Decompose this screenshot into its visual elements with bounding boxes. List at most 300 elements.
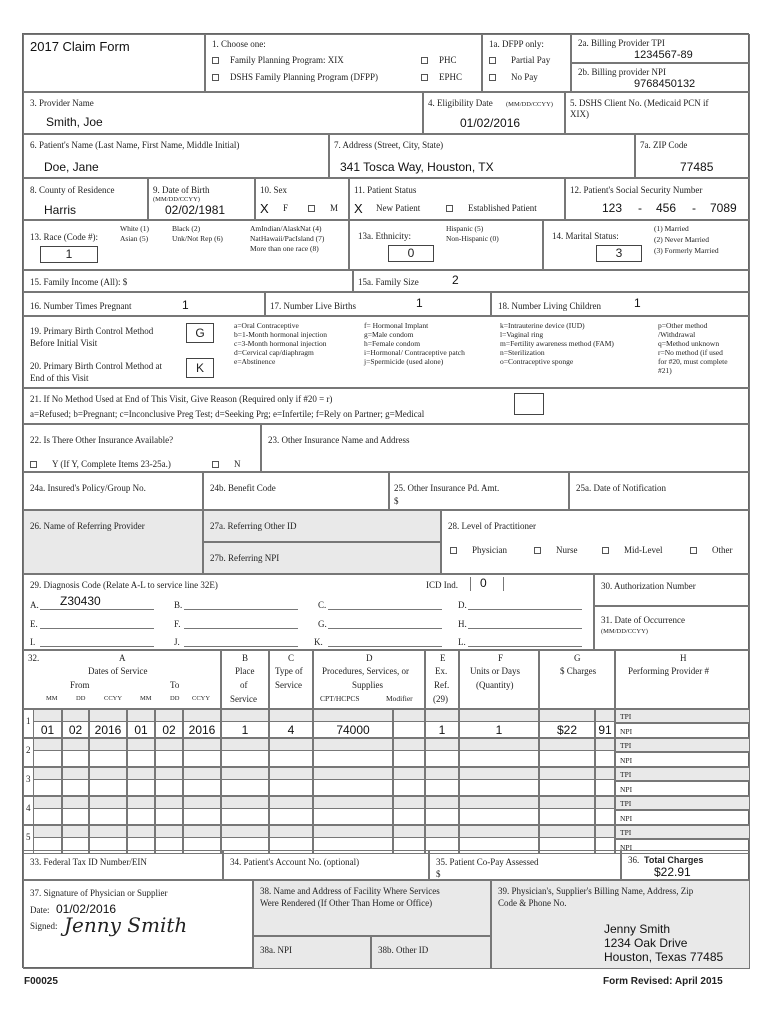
svc-units-cell[interactable]: [459, 750, 539, 767]
eligibility-value: 01/02/2016: [460, 116, 521, 130]
svc-perf-header: [615, 650, 750, 709]
level-other-checkbox[interactable]: [690, 547, 697, 554]
reason-label: 21. If No Method Used at End of This Visit, Give Reason (Required only if #20 = r): [30, 394, 333, 404]
svc-row1-from-mm: 01: [40, 723, 55, 737]
svc-shade-divider: [155, 825, 183, 837]
svc-ref-cell[interactable]: [425, 808, 459, 825]
dx-e-line[interactable]: [40, 628, 154, 629]
bc-code-q: q=Method unknown: [658, 339, 720, 348]
svc-shade-divider: [539, 709, 595, 721]
facility-label-2: Were Rendered (If Other Than Home or Office): [260, 898, 433, 908]
date-value: 01/02/2016: [56, 902, 117, 916]
svc-shade-divider: [89, 709, 127, 721]
date-label: Date:: [30, 905, 50, 915]
icd-value-box[interactable]: [470, 577, 504, 591]
svc-shade-divider: [62, 767, 89, 779]
svc-shade-divider: [127, 767, 155, 779]
race-opt-2: Black (2): [172, 224, 201, 233]
zip-label: 7a. ZIP Code: [640, 140, 688, 150]
account-no-cell[interactable]: [223, 850, 429, 880]
svc-shade-divider: [595, 767, 615, 779]
svc-col-b: B: [242, 653, 249, 663]
svc-modifier-cell[interactable]: [393, 779, 425, 796]
svc-shade-divider: [393, 796, 425, 808]
practitioner-level-cell: [441, 510, 750, 574]
svc-to-mm-cell[interactable]: [127, 808, 155, 825]
times-pregnant-label: 16. Number Times Pregnant: [30, 301, 132, 311]
svc-perf-tpi-label: TPI: [620, 712, 632, 721]
ssn-cell[interactable]: [565, 178, 750, 220]
svc-perf-tpi-cell[interactable]: [615, 825, 750, 839]
marital-label: 14. Marital Status:: [552, 231, 619, 241]
dfpp-checkbox[interactable]: [212, 74, 219, 81]
dx-a-letter: A.: [30, 600, 39, 610]
zip-code-cell[interactable]: [635, 134, 750, 178]
level-other-label: Other: [712, 545, 733, 555]
svc-charge-cents-cell[interactable]: [595, 721, 615, 738]
svc-shade-divider: [183, 738, 221, 750]
billing-info-cell[interactable]: [491, 880, 750, 969]
dx-f-line[interactable]: [184, 628, 298, 629]
reason-value-box[interactable]: [514, 393, 544, 415]
svc-charge-dollars-cell[interactable]: [539, 779, 595, 796]
icd-value: 0: [480, 576, 487, 590]
facility-cell[interactable]: [253, 880, 491, 936]
race-opt-5: Asian (5): [120, 234, 149, 243]
status-est-label: Established Patient: [468, 203, 537, 213]
bc-code-r2: for #20, must complete: [658, 357, 728, 366]
dx-h-line[interactable]: [468, 628, 582, 629]
svc-from-dd-cell[interactable]: [62, 750, 89, 767]
referring-other-id-label: 27a. Referring Other ID: [210, 521, 297, 531]
svc-from-mm-cell[interactable]: [33, 779, 62, 796]
end-bc-value-box[interactable]: K: [186, 358, 214, 378]
svc-shade-divider: [425, 709, 459, 721]
dx-l-letter: L.: [458, 637, 466, 647]
svc-shade-divider: [62, 738, 89, 750]
svc-shade-divider: [425, 738, 459, 750]
svc-shade-divider: [269, 767, 313, 779]
svc-perf-tpi-cell[interactable]: [615, 738, 750, 752]
level-midlevel-checkbox[interactable]: [602, 547, 609, 554]
total-charges-value: $22.91: [654, 865, 691, 879]
svc-modifier-cell[interactable]: [393, 721, 425, 738]
svc-charge-cents-cell[interactable]: [595, 808, 615, 825]
bc-code-f: f= Hormonal Implant: [364, 321, 429, 330]
dx-j-line[interactable]: [184, 646, 298, 647]
svc-shade-divider: [595, 825, 615, 837]
patient-name-cell[interactable]: [23, 134, 329, 178]
insurance-yes-checkbox[interactable]: [30, 461, 37, 468]
svc-units-cell[interactable]: [459, 721, 539, 738]
dx-c-line[interactable]: [328, 609, 442, 610]
sex-f-mark[interactable]: X: [260, 201, 269, 216]
svc-shade-divider: [183, 709, 221, 721]
svc-shade-divider: [313, 767, 393, 779]
svc-shade-divider: [459, 825, 539, 837]
svc-from-yy-cell[interactable]: [89, 721, 127, 738]
insurance-name-label: 23. Other Insurance Name and Address: [268, 435, 410, 445]
race-value-box[interactable]: 1: [40, 246, 98, 263]
svc-charge-cents-cell[interactable]: [595, 750, 615, 767]
benefit-cell[interactable]: [203, 472, 389, 510]
copay-label: 35. Patient Co-Pay Assessed: [436, 857, 539, 867]
sex-m-label: M: [330, 203, 339, 213]
billing-name: Jenny Smith: [604, 922, 671, 936]
svc-col-d: D: [366, 653, 373, 663]
svc-cpt-label: CPT/HCPCS: [320, 694, 360, 703]
svc-perf-npi-cell[interactable]: [615, 752, 750, 767]
dx-a-line[interactable]: [40, 609, 154, 610]
no-pay-checkbox[interactable]: [489, 74, 496, 81]
status-new-label: New Patient: [376, 203, 421, 213]
svc-row1-from-dd: 02: [68, 723, 83, 737]
svc-to-yy-cell[interactable]: [183, 779, 221, 796]
insurance-name-cell[interactable]: [261, 424, 750, 472]
client-no-cell[interactable]: [565, 92, 750, 134]
race-opt-6: Unk/Not Rep (6): [172, 234, 223, 243]
svc-to-mm-cell[interactable]: [127, 721, 155, 738]
ethnicity-label: 13a. Ethnicity:: [358, 231, 411, 241]
phc-checkbox[interactable]: [421, 57, 428, 64]
policy-label: 24a. Insured's Policy/Group No.: [30, 483, 146, 493]
svc-place-cell[interactable]: [221, 808, 269, 825]
referring-npi-label: 27b. Referring NPI: [210, 553, 280, 563]
billing-tpi-cell[interactable]: [571, 34, 750, 63]
svc-charge-dollars-cell[interactable]: [539, 808, 595, 825]
svc-row-number-cell: [23, 738, 33, 767]
reason-options: a=Refused; b=Pregnant; c=Inconclusive Preg Test; d=Seeking Prg; e=Infertile; f=Rely on Partner; g=Medical: [30, 409, 425, 419]
billing-city: Houston, Texas 77485: [604, 950, 724, 964]
svc-cpt-cell[interactable]: [313, 750, 393, 767]
svc-ref-cell[interactable]: [425, 721, 459, 738]
svc-to-dd-cell[interactable]: [155, 779, 183, 796]
facility-other-id-cell[interactable]: [371, 936, 491, 969]
svc-shade-divider: [89, 738, 127, 750]
svc-units-1: Units or Days: [470, 666, 520, 676]
dx-c-letter: C.: [318, 600, 327, 610]
bc-code-r: r=No method (if used: [658, 348, 723, 357]
ephc-checkbox[interactable]: [421, 74, 428, 81]
svc-place-cell[interactable]: [221, 750, 269, 767]
ssn-label: 12. Patient's Social Security Number: [570, 185, 703, 195]
svc-shade-divider: [62, 825, 89, 837]
dx-f-letter: F.: [174, 619, 181, 629]
occurrence-cell[interactable]: [594, 606, 750, 650]
ephc-label: EPHC: [439, 72, 463, 82]
patient-name-value: Doe, Jane: [44, 160, 99, 174]
svc-from-mm-cell[interactable]: [33, 750, 62, 767]
race-opt-1: White (1): [120, 224, 149, 233]
svc-to-mm-cell[interactable]: [127, 750, 155, 767]
family-size-value: 2: [452, 273, 459, 287]
dx-h-letter: H.: [458, 619, 467, 629]
dx-b-line[interactable]: [184, 609, 298, 610]
referring-npi-cell[interactable]: [203, 542, 441, 574]
svc-proc-2: Supplies: [352, 680, 384, 690]
svc-shade-divider: [393, 709, 425, 721]
primary-bc-value-box[interactable]: G: [186, 323, 214, 343]
svc-shade-divider: [221, 825, 269, 837]
dob-format: (MM/DD/CCYY): [153, 196, 200, 203]
benefit-label: 24b. Benefit Code: [210, 483, 276, 493]
bc-code-c: c=3-Month hormonal injection: [234, 339, 327, 348]
svc-type-cell[interactable]: [269, 750, 313, 767]
svc-col-e: E: [440, 653, 446, 663]
sex-cell: [255, 178, 349, 220]
svc-from-yy-cell[interactable]: [89, 808, 127, 825]
dx-g-line[interactable]: [328, 628, 442, 629]
dx-k-line[interactable]: [328, 646, 442, 647]
level-nurse-checkbox[interactable]: [534, 547, 541, 554]
family-income-cell[interactable]: [23, 270, 353, 292]
svc-row1-cpt: 74000: [336, 723, 370, 737]
dx-d-line[interactable]: [468, 609, 582, 610]
referring-provider-cell[interactable]: [23, 510, 203, 574]
phc-label: PHC: [439, 55, 457, 65]
svc-dates-label: Dates of Service: [88, 666, 148, 676]
svc-charge-dollars-cell[interactable]: [539, 750, 595, 767]
svc-ref-1: Ex.: [435, 666, 448, 676]
svc-perf-tpi-cell[interactable]: [615, 767, 750, 781]
other-paid-cell[interactable]: [389, 472, 569, 510]
svc-row1-to-yy: 2016: [188, 723, 216, 737]
svc-shade-divider: [459, 709, 539, 721]
bc-code-a: a=Oral Contraceptive: [234, 321, 299, 330]
svc-ref-3: (29): [433, 694, 448, 704]
provider-name-value: Smith, Joe: [46, 115, 103, 129]
bc-code-g: g=Male condom: [364, 330, 414, 339]
live-births-cell[interactable]: [265, 292, 491, 316]
patient-address-cell[interactable]: [329, 134, 635, 178]
ssn-dash-2: -: [692, 201, 696, 215]
svc-charge-dollars-cell[interactable]: [539, 721, 595, 738]
svc-shade-divider: [221, 796, 269, 808]
marital-value-box[interactable]: 3: [596, 245, 642, 262]
billing-tpi-label: 2a. Billing Provider TPI: [578, 38, 665, 48]
svc-cpt-cell[interactable]: [313, 779, 393, 796]
notification-date-cell[interactable]: [569, 472, 750, 510]
svc-from-dd-cell[interactable]: [62, 808, 89, 825]
account-no-label: 34. Patient's Account No. (optional): [230, 857, 360, 867]
svc-ref-cell[interactable]: [425, 750, 459, 767]
county-value: Harris: [44, 203, 76, 217]
dx-l-line[interactable]: [468, 646, 582, 647]
svc-shade-divider: [183, 825, 221, 837]
bc-code-m: m=Fertility awareness method (FAM): [500, 339, 614, 348]
svc-to-dd-cell[interactable]: [155, 721, 183, 738]
primary-bc-label-1: 19. Primary Birth Control Method: [30, 326, 154, 336]
svc-from-yy-cell[interactable]: [89, 750, 127, 767]
eligibility-label: 4. Eligibility Date: [428, 98, 493, 108]
svc-charges-label: $ Charges: [560, 666, 597, 676]
svc-row-number: 1: [26, 716, 31, 726]
xix-checkbox[interactable]: [212, 57, 219, 64]
svc-shade-divider: [183, 767, 221, 779]
svc-shade-divider: [221, 738, 269, 750]
county-cell[interactable]: [23, 178, 148, 220]
policy-cell[interactable]: [23, 472, 203, 510]
eligibility-date-cell[interactable]: [423, 92, 565, 134]
times-pregnant-value: 1: [182, 298, 189, 312]
ethnicity-opt-5: Hispanic (5): [446, 224, 484, 233]
svc-perf-tpi-cell[interactable]: [615, 796, 750, 810]
times-pregnant-cell[interactable]: [23, 292, 265, 316]
svc-sub-mm1: MM: [46, 695, 58, 702]
patient-address-label: 7. Address (Street, City, State): [334, 140, 444, 150]
svc-shade-divider: [539, 738, 595, 750]
level-physician-checkbox[interactable]: [450, 547, 457, 554]
facility-npi-cell[interactable]: [253, 936, 371, 969]
svc-cpt-cell[interactable]: [313, 721, 393, 738]
svc-col-g: G: [574, 653, 581, 663]
signature-label: 37. Signature of Physician or Supplier: [30, 888, 168, 898]
svc-proc-header: [313, 650, 425, 709]
svc-shade-divider: [33, 709, 62, 721]
svc-sub-mm2: MM: [140, 695, 152, 702]
svc-row1-units: 1: [495, 723, 503, 737]
svc-shade-divider: [33, 738, 62, 750]
svc-charges-header: [539, 650, 615, 709]
svc-shade-divider: [539, 825, 595, 837]
status-est-checkbox[interactable]: [446, 205, 453, 212]
svc-charge-cents-cell[interactable]: [595, 779, 615, 796]
dx-a-value: Z30430: [60, 594, 101, 608]
svc-modifier-cell[interactable]: [393, 808, 425, 825]
svc-shade-divider: [89, 767, 127, 779]
race-cell: [23, 220, 349, 270]
svc-place-cell[interactable]: [221, 779, 269, 796]
ethnicity-value-box[interactable]: 0: [388, 245, 434, 262]
svc-to-dd-cell[interactable]: [155, 808, 183, 825]
svc-to-dd-cell[interactable]: [155, 750, 183, 767]
billing-npi-cell[interactable]: [571, 63, 750, 92]
dx-b-letter: B.: [174, 600, 183, 610]
svc-shade-divider: [425, 796, 459, 808]
svc-shade-divider: [127, 825, 155, 837]
svc-perf-npi-cell[interactable]: [615, 810, 750, 825]
svc-modifier-cell[interactable]: [393, 750, 425, 767]
form-title-cell: [23, 34, 205, 92]
tax-id-cell[interactable]: [23, 850, 223, 880]
svc-perf-tpi-cell[interactable]: [615, 709, 750, 723]
svc-place-3: Service: [230, 694, 257, 704]
svc-to-yy-cell[interactable]: [183, 808, 221, 825]
dob-cell[interactable]: [148, 178, 255, 220]
occurrence-format: (MM/DD/CCYY): [601, 628, 648, 635]
dx-i-line[interactable]: [40, 646, 154, 647]
svc-type-1: Type of: [275, 666, 303, 676]
svc-perf-tpi-label: TPI: [620, 741, 632, 750]
svc-ref-cell[interactable]: [425, 779, 459, 796]
signature-cell[interactable]: [23, 880, 253, 969]
choose-label: 1. Choose one:: [212, 39, 266, 49]
svc-from-dd-cell[interactable]: [62, 721, 89, 738]
svc-to-mm-cell[interactable]: [127, 779, 155, 796]
svc-shade-divider: [183, 796, 221, 808]
svc-from-label: From: [70, 680, 90, 690]
svc-type-cell[interactable]: [269, 721, 313, 738]
svc-from-mm-cell[interactable]: [33, 808, 62, 825]
form-id: F00025: [24, 976, 58, 987]
family-size-cell[interactable]: [353, 270, 750, 292]
insurance-no-label: N: [234, 459, 241, 469]
svc-from-mm-cell[interactable]: [33, 721, 62, 738]
other-insurance-cell: [23, 424, 261, 472]
other-paid-sym: $: [394, 496, 399, 506]
svc-shade-divider: [313, 825, 393, 837]
svc-shade-divider: [459, 767, 539, 779]
svc-shade-divider: [221, 767, 269, 779]
copay-cell[interactable]: [429, 850, 621, 880]
svc-sub-dd2: DD: [170, 695, 180, 702]
diagnosis-label: 29. Diagnosis Code (Relate A-L to service line 32E): [30, 580, 218, 590]
billing-street: 1234 Oak Drive: [604, 936, 688, 950]
svc-shade-divider: [313, 738, 393, 750]
provider-name-cell[interactable]: [23, 92, 423, 134]
referring-other-id-cell[interactable]: [203, 510, 441, 542]
svc-col-c: C: [288, 653, 295, 663]
svc-from-dd-cell[interactable]: [62, 779, 89, 796]
svc-from-yy-cell[interactable]: [89, 779, 127, 796]
svc-perf-npi-cell[interactable]: [615, 723, 750, 738]
bc-code-p2: /Withdrawal: [658, 330, 696, 339]
end-bc-label-1: 20. Primary Birth Control Method at: [30, 361, 162, 371]
dfpp-label: DSHS Family Planning Program (DFPP): [230, 72, 379, 82]
total-charges-cell[interactable]: [621, 850, 750, 880]
zip-value: 77485: [680, 160, 714, 174]
family-size-label: 15a. Family Size: [358, 277, 419, 287]
authorization-label: 30. Authorization Number: [601, 581, 696, 591]
patient-name-label: 6. Patient's Name (Last Name, First Name, Middle Initial): [30, 140, 240, 150]
dob-value: 02/02/1981: [165, 203, 226, 217]
svc-row-number: 2: [26, 745, 31, 755]
authorization-cell[interactable]: [594, 574, 750, 606]
level-midlevel-label: Mid-Level: [624, 545, 663, 555]
patient-address-value: 341 Tosca Way, Houston, TX: [340, 160, 494, 174]
svc-perf-npi-label: NPI: [620, 785, 633, 794]
svc-to-yy-cell[interactable]: [183, 721, 221, 738]
svc-row-number: 3: [26, 774, 31, 784]
svc-type-cell[interactable]: [269, 808, 313, 825]
sex-label: 10. Sex: [260, 185, 287, 195]
billing-info-label-2: Code & Phone No.: [498, 898, 567, 908]
sex-m-checkbox[interactable]: [308, 205, 315, 212]
status-new-mark[interactable]: X: [354, 201, 363, 216]
svc-place-cell[interactable]: [221, 721, 269, 738]
tax-id-label: 33. Federal Tax ID Number/EIN: [30, 857, 147, 867]
living-children-cell[interactable]: [491, 292, 750, 316]
svc-row1-charge-cents: 91: [598, 723, 612, 737]
partial-pay-checkbox[interactable]: [489, 57, 496, 64]
svc-units-cell[interactable]: [459, 779, 539, 796]
insurance-no-checkbox[interactable]: [212, 461, 219, 468]
svc-perf-tpi-label: TPI: [620, 799, 632, 808]
svc-units-cell[interactable]: [459, 808, 539, 825]
svc-perf-npi-cell[interactable]: [615, 781, 750, 796]
svc-to-yy-cell[interactable]: [183, 750, 221, 767]
svc-type-2: Service: [275, 680, 302, 690]
ssn-part-2: 456: [656, 201, 677, 215]
facility-label-1: 38. Name and Address of Facility Where Services: [260, 886, 440, 896]
svc-cpt-cell[interactable]: [313, 808, 393, 825]
dx-d-letter: D.: [458, 600, 467, 610]
svc-shade-divider: [127, 738, 155, 750]
family-income-label: 15. Family Income (All): $: [30, 277, 128, 287]
form-revised: Form Revised: April 2015: [603, 976, 723, 987]
live-births-label: 17. Number Live Births: [270, 301, 356, 311]
svc-type-cell[interactable]: [269, 779, 313, 796]
